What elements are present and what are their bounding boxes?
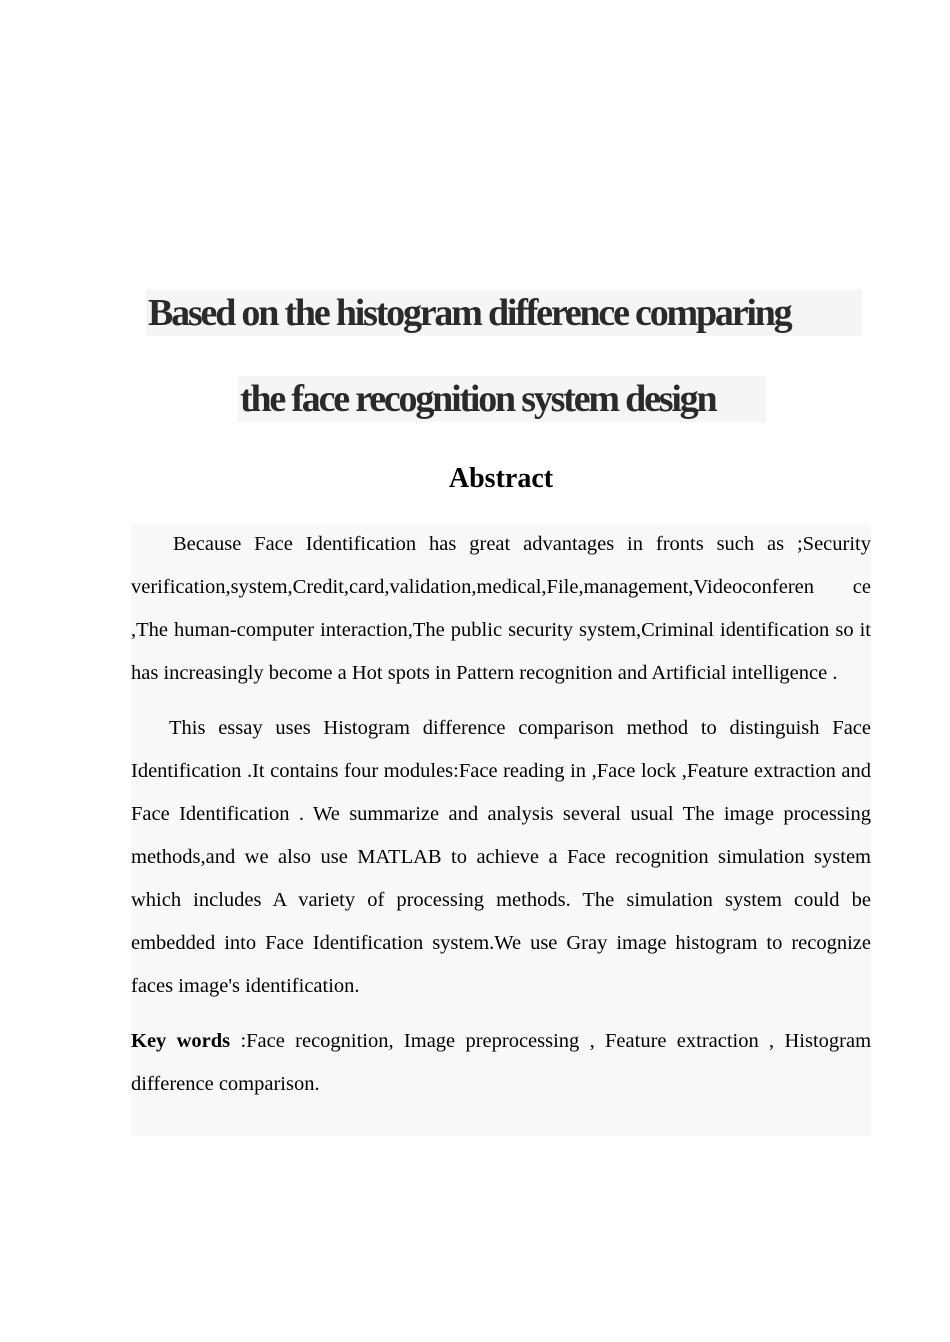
abstract-paragraph-2: This essay uses Histogram difference comparison method to distinguish Face Identification .It contains four modules:Face reading in ,Face lock ,Feature extraction and Face Identification . We summarize and analysis several usual The image processing methods,and we also use MATLAB to achieve a Face recognition simulation system which includes A variety of processing methods. The simulation system could be embedded into Face Identification system.We use Gray image histogram to recognize faces image's identification. [131,717,871,997]
abstract-body [131,523,871,1136]
keywords-paragraph [131,1020,871,1106]
abstract-paragraph-1: Because Face Identification has great advantages in fronts such as ;Security verification,system,Credit,card,validation,medical,File,management,Videoconferen ce ,The human-computer interaction,The public security system,Criminal identification so it has increasingly become a Hot spots in Pattern recognition and Artificial intelligence . [131,533,871,684]
title-line-1: Based on the histogram difference comparing [146,290,862,336]
abstract-heading: Abstract [448,463,554,494]
title-line-2: the face recognition system design [238,376,766,422]
keywords-text: :Face recognition, Image preprocessing , Feature extraction , Histogram difference comparison. [131,1030,872,1095]
keywords-label: Key words [131,1030,231,1052]
